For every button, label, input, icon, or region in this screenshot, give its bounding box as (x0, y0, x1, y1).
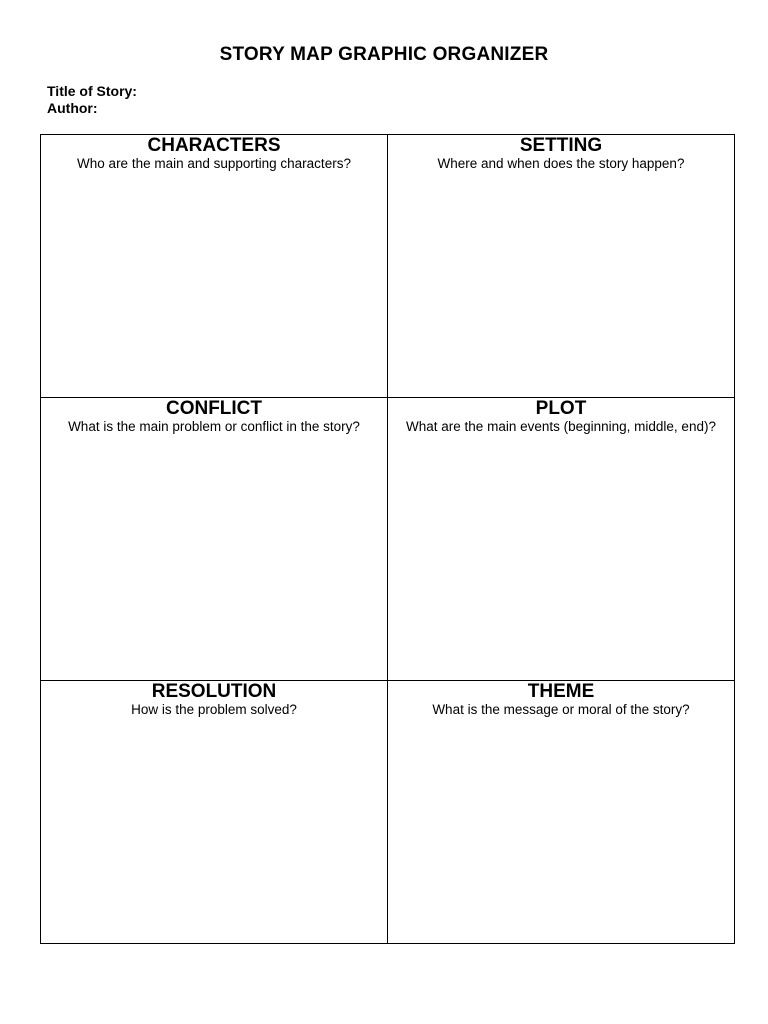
plot-section[interactable] (388, 398, 734, 680)
theme-section[interactable] (388, 681, 734, 943)
author-label: Author: (47, 100, 98, 116)
resolution-section[interactable] (41, 681, 387, 943)
resolution-heading: RESOLUTION (151, 681, 277, 702)
conflict-prompt: What is the main problem or conflict in the story? (68, 419, 360, 434)
characters-prompt: Who are the main and supporting characters? (77, 156, 351, 171)
characters-heading: CHARACTERS (147, 135, 281, 156)
setting-heading: SETTING (519, 135, 603, 156)
plot-heading: PLOT (535, 398, 587, 419)
theme-prompt: What is the message or moral of the story? (432, 702, 690, 717)
resolution-prompt: How is the problem solved? (131, 702, 297, 717)
document-title: STORY MAP GRAPHIC ORGANIZER (219, 44, 549, 65)
story-map-grid (40, 134, 735, 944)
plot-prompt: What are the main events (beginning, middle, end)? (406, 419, 716, 434)
conflict-section[interactable] (41, 398, 387, 680)
title-of-story-label: Title of Story: (47, 83, 137, 99)
theme-heading: THEME (527, 681, 595, 702)
characters-section[interactable] (41, 135, 387, 397)
conflict-heading: CONFLICT (165, 398, 263, 419)
setting-prompt: Where and when does the story happen? (437, 156, 685, 171)
setting-section[interactable] (388, 135, 734, 397)
